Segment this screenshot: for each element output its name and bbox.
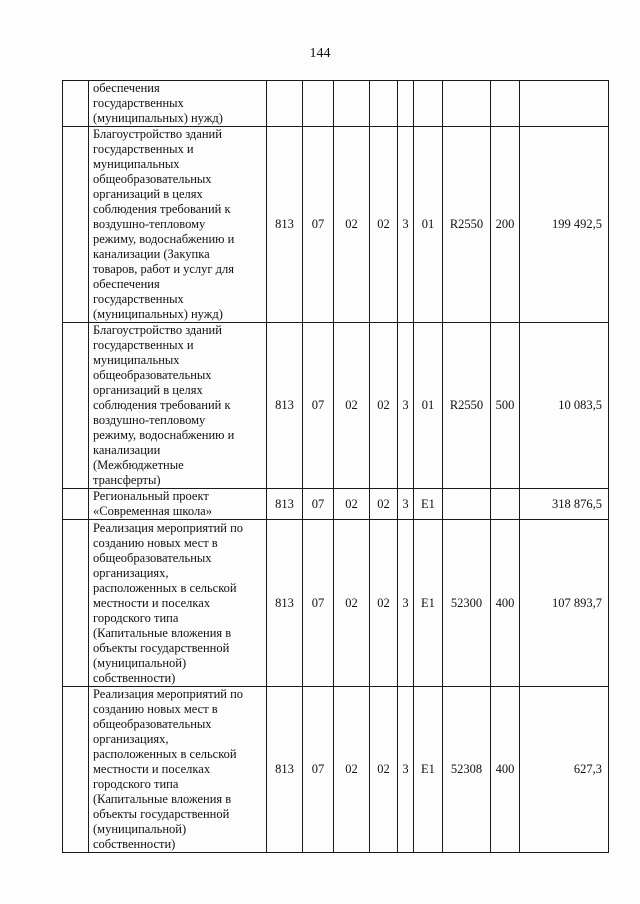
section-code-cell: 07 — [303, 323, 334, 489]
row-number-cell — [63, 489, 89, 520]
amount-cell: 107 893,7 — [520, 520, 609, 687]
section-code-cell: 07 — [303, 687, 334, 853]
program-code-cell: 02 — [370, 323, 398, 489]
direction-code-cell: 52300 — [443, 520, 491, 687]
row-number-cell — [63, 323, 89, 489]
table-row — [63, 81, 609, 127]
description-cell: Региональный проект «Современная школа» — [89, 489, 267, 520]
ministry-code-cell — [267, 81, 303, 127]
subprogram-type-cell: 3 — [398, 489, 414, 520]
subsection-code-cell: 02 — [334, 520, 370, 687]
row-number-cell — [63, 520, 89, 687]
table-row — [63, 520, 609, 687]
subsection-code-cell: 02 — [334, 323, 370, 489]
ministry-code-cell: 813 — [267, 520, 303, 687]
subprogram-code-cell: E1 — [414, 520, 443, 687]
section-code-cell — [303, 81, 334, 127]
amount-cell: 199 492,5 — [520, 127, 609, 323]
table-row — [63, 323, 609, 489]
expense-type-code-cell — [491, 81, 520, 127]
budget-table — [62, 80, 609, 853]
section-code-cell: 07 — [303, 489, 334, 520]
subprogram-type-cell: 3 — [398, 127, 414, 323]
direction-code-cell: 52308 — [443, 687, 491, 853]
subprogram-code-cell: 01 — [414, 127, 443, 323]
subprogram-code-cell: E1 — [414, 489, 443, 520]
row-number-cell — [63, 687, 89, 853]
subprogram-type-cell: 3 — [398, 687, 414, 853]
ministry-code-cell: 813 — [267, 687, 303, 853]
program-code-cell — [370, 81, 398, 127]
description-cell: Реализация мероприятий по созданию новых мест в общеобразовательных организациях, расположенных в сельской местности и поселках городского типа (Капитальные вложения в объекты государственной (муниципальной) собственности) — [89, 687, 267, 853]
section-code-cell: 07 — [303, 520, 334, 687]
ministry-code-cell: 813 — [267, 489, 303, 520]
program-code-cell: 02 — [370, 520, 398, 687]
subsection-code-cell: 02 — [334, 489, 370, 520]
subsection-code-cell: 02 — [334, 127, 370, 323]
table-row — [63, 489, 609, 520]
subsection-code-cell — [334, 81, 370, 127]
subprogram-code-cell: E1 — [414, 687, 443, 853]
description-cell: Реализация мероприятий по созданию новых мест в общеобразовательных организациях, расположенных в сельской местности и поселках городского типа (Капитальные вложения в объекты государственной (муниципальной) собственности) — [89, 520, 267, 687]
subprogram-type-cell: 3 — [398, 323, 414, 489]
amount-cell: 10 083,5 — [520, 323, 609, 489]
ministry-code-cell: 813 — [267, 323, 303, 489]
subprogram-type-cell — [398, 81, 414, 127]
amount-cell: 627,3 — [520, 687, 609, 853]
amount-cell: 318 876,5 — [520, 489, 609, 520]
subsection-code-cell: 02 — [334, 687, 370, 853]
description-cell: Благоустройство зданий государственных и муниципальных общеобразовательных организаций в целях соблюдения требований к воздушно-тепловому режиму, водоснабжению и канализации (Закупка товаров, работ и услуг для обеспечения государственных (муниципальных) нужд) — [89, 127, 267, 323]
direction-code-cell: R2550 — [443, 127, 491, 323]
expense-type-code-cell — [491, 489, 520, 520]
description-cell: обеспечения государственных (муниципальных) нужд) — [89, 81, 267, 127]
subprogram-code-cell — [414, 81, 443, 127]
direction-code-cell: R2550 — [443, 323, 491, 489]
program-code-cell: 02 — [370, 489, 398, 520]
expense-type-code-cell: 500 — [491, 323, 520, 489]
direction-code-cell — [443, 81, 491, 127]
expense-type-code-cell: 400 — [491, 520, 520, 687]
subprogram-code-cell: 01 — [414, 323, 443, 489]
row-number-cell — [63, 127, 89, 323]
expense-type-code-cell: 200 — [491, 127, 520, 323]
table-row — [63, 687, 609, 853]
program-code-cell: 02 — [370, 687, 398, 853]
program-code-cell: 02 — [370, 127, 398, 323]
description-cell: Благоустройство зданий государственных и муниципальных общеобразовательных организаций в целях соблюдения требований к воздушно-тепловому режиму, водоснабжению и канализации (Межбюджетные трансферты) — [89, 323, 267, 489]
section-code-cell: 07 — [303, 127, 334, 323]
direction-code-cell — [443, 489, 491, 520]
row-number-cell — [63, 81, 89, 127]
table-body — [63, 81, 609, 853]
ministry-code-cell: 813 — [267, 127, 303, 323]
expense-type-code-cell: 400 — [491, 687, 520, 853]
subprogram-type-cell: 3 — [398, 520, 414, 687]
page-number: 144 — [309, 46, 331, 61]
table-row — [63, 127, 609, 323]
amount-cell — [520, 81, 609, 127]
